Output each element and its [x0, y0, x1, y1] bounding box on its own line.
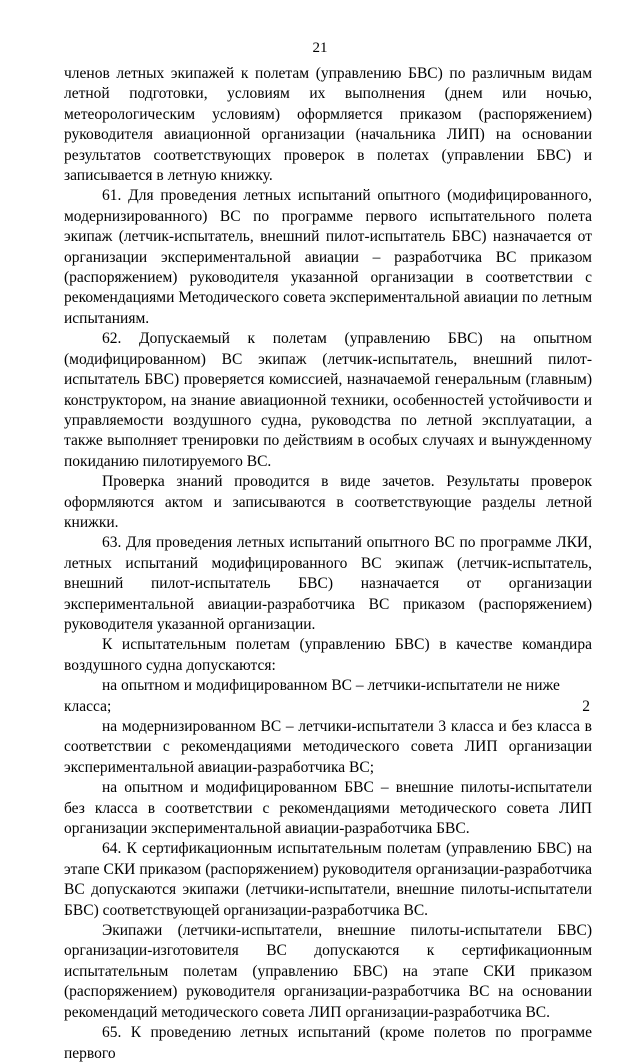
- paragraph-62: 62. Допускаемый к полетам (управлению БВС) на опытном (модифицированном) ВС экипаж (летчик-испытатель, внешний пилот-испытатель БВС) проверяется комиссией, назначаемой генеральным (главным) конструктором, на знание авиационной техники, особенностей устойчивости и управляемости воздушного судна, руководства по летной эксплуатации, а также выполняет тренировки по действиям в особых случаях и вынужденному покиданию пилотируемого ВС.: [64, 330, 592, 470]
- paragraph-61: 61. Для проведения летных испытаний опытного (модифицированного, модернизированного) ВС по программе первого испытательного полета экипаж (летчик-испытатель, внешний пилот-испытатель БВС) назначается от организации экспериментальной авиации – разработчика ВС приказом (распоряжением) руководителя указанной организации в соответствии с рекомендациями Методического совета экспериментальной авиации по летным испытаниям.: [64, 187, 592, 327]
- paragraph-63: 63. Для проведения летных испытаний опытного ВС по программе ЛКИ, летных испытаний модифицированного ВС экипаж (летчик-испытатель, внешний пилот-испытатель БВС) назначается от организации экспериментальной авиации-разработчика ВС приказом (распоряжением) руководителя указанной организации.: [64, 534, 592, 633]
- paragraph-64: 64. К сертификационным испытательным полетам (управлению БВС) на этапе СКИ приказом (распоряжением) руководителя организации-разработчика ВС допускаются экипажи (летчики-испытатели, внешние пилоты-испытатели БВС) соответствующей организации-разработчика ВС.: [64, 840, 592, 919]
- paragraph-continuation: членов летных экипажей к полетам (управлению БВС) по различным видам летной подготовки, условиям их выполнения (днем или ночью, метеорологическим условиям) оформляется приказом (распоряжением) руководителя авиационной организации (начальника ЛИП) на основании результатов соответствующих проверок в полетах (управлении БВС) и записывается в летную книжку.: [64, 65, 592, 185]
- paragraph-commander-admission: К испытательным полетам (управлению БВС) в качестве командира воздушного судна допускаются:: [64, 636, 592, 674]
- document-body: [64, 64, 592, 1064]
- page-number: 21: [312, 40, 328, 56]
- paragraph-experimental-aircraft: [64, 676, 592, 717]
- paragraph-manufacturer-crews: Экипажи (летчики-испытатели, внешние пилоты-испытатели БВС) организации-изготовителя ВС допускаются к сертификационным испытательным полетам (управлению БВС) на этапе СКИ приказом (распоряжением) руководителя организации-разработчика ВС на основании рекомендаций методического совета ЛИП организации-разработчика ВС.: [64, 922, 592, 1021]
- paragraph-experimental-aircraft-cont: класса;: [64, 697, 112, 715]
- paragraph-uav-pilots: на опытном и модифицированном БВС – внешние пилоты-испытатели без класса в соответствии с рекомендациями методического совета ЛИП организации экспериментальной авиации-разработчика БВС.: [64, 779, 592, 838]
- paragraph-65: 65. К проведению летных испытаний (кроме полетов по программе первого: [64, 1024, 592, 1062]
- paragraph-modernized-aircraft: на модернизированном ВС – летчики-испытатели 3 класса и без класса в соответствии с рекомендациями методического совета ЛИП организации экспериментальной авиации-разработчика ВС;: [64, 718, 592, 776]
- class-number: 2: [582, 697, 590, 715]
- paragraph-experimental-aircraft-text: на опытном и модифицированном ВС – летчики-испытатели не ниже: [102, 677, 560, 695]
- paragraph-knowledge-check: Проверка знаний проводится в виде зачетов. Результаты проверок оформляются актом и записываются в соответствующие разделы летной книжки.: [64, 473, 592, 531]
